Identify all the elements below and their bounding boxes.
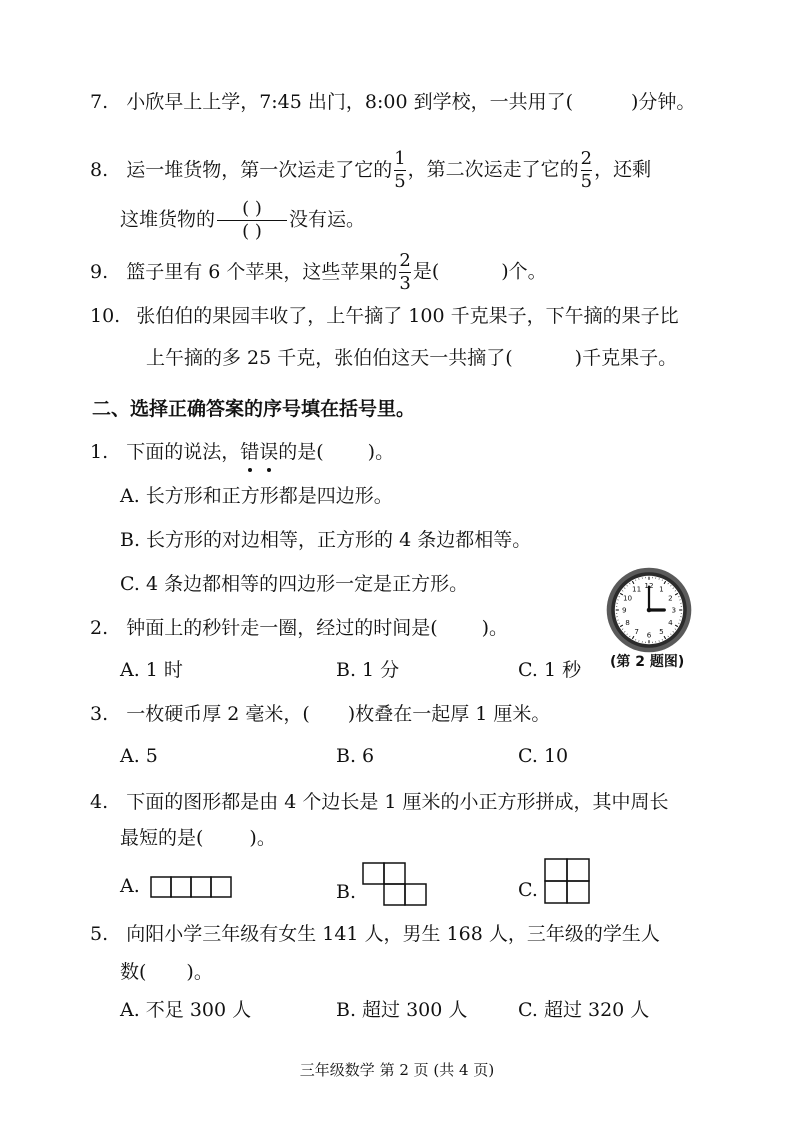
clock-number: 10	[622, 593, 633, 603]
option-c[interactable]: C. 超过 320 人	[518, 999, 650, 1021]
question-number: 2.	[90, 617, 109, 639]
question-text: 的是(	[278, 441, 324, 463]
shape-row-of-four-squares	[150, 876, 234, 898]
clock-number: 6	[646, 630, 652, 640]
clock-number: 4	[668, 618, 673, 628]
choice-question-1	[90, 438, 394, 466]
page-footer: 三年级数学 第 2 页 (共 4 页)	[299, 1061, 495, 1079]
question-text: ，第二次运走了它的	[407, 158, 579, 181]
option-a[interactable]: A. 5	[120, 745, 158, 767]
question-10	[90, 302, 679, 330]
denominator: 3	[399, 273, 411, 294]
option-c[interactable]: C. 10	[518, 745, 569, 767]
figure-caption: (第 2 题图)	[610, 654, 685, 670]
question-9	[90, 250, 547, 295]
section-title: 二、选择正确答案的序号填在括号里。	[92, 398, 416, 420]
option-b[interactable]: B. 超过 300 人	[336, 999, 468, 1021]
option-a[interactable]: A. 1 时	[120, 659, 183, 681]
choice-question-5-line2	[120, 958, 213, 986]
question-text: 最短的是(	[120, 827, 204, 849]
question-number: 1.	[90, 441, 109, 463]
clock-number: 5	[659, 627, 664, 637]
question-text: )枚叠在一起厚 1 厘米。	[347, 703, 551, 725]
question-text: 上午摘的多 25 千克，张伯伯这天一共摘了(	[146, 347, 513, 369]
fraction	[394, 148, 405, 193]
question-text: 下面的说法，	[126, 441, 241, 463]
option-b[interactable]: B. 6	[336, 745, 375, 767]
fraction	[581, 148, 592, 193]
clock-number: 7	[634, 627, 639, 637]
option-a[interactable]: A. 不足 300 人	[120, 999, 252, 1021]
option-c[interactable]: C. 4 条边都相等的四边形一定是正方形。	[120, 573, 469, 595]
question-text: 小欣早上上学，7:45 出门，8:00 到学校，一共用了(	[126, 91, 574, 113]
question-text: ，还剩	[594, 158, 652, 181]
question-number: 8.	[90, 158, 109, 181]
choice-question-4	[90, 788, 669, 816]
numerator: 2	[580, 148, 593, 169]
question-text: 一枚硬币厚 2 毫米，(	[126, 703, 310, 725]
choice-question-5	[90, 920, 660, 948]
shape-stepped-squares	[362, 862, 428, 906]
question-text: )个。	[501, 260, 547, 283]
question-text: 钟面上的秒针走一圈，经过的时间是(	[126, 617, 438, 639]
denominator-blank: ( )	[242, 221, 262, 242]
clock-number: 2	[668, 593, 673, 603]
answer-fraction-blank[interactable]	[217, 198, 287, 243]
option-b[interactable]: B. 长方形的对边相等，正方形的 4 条边都相等。	[120, 529, 532, 551]
choice-question-4-line2	[120, 824, 276, 852]
question-number: 10.	[90, 305, 121, 327]
clock-number: 9	[621, 605, 627, 615]
question-text: 是(	[412, 260, 440, 283]
question-text: )分钟。	[631, 91, 696, 113]
choice-question-3	[90, 700, 550, 728]
question-7	[90, 88, 695, 116]
emphasis-char: 错	[240, 438, 259, 466]
question-text: )千克果子。	[574, 347, 678, 369]
question-number: 5.	[90, 923, 109, 945]
numerator: 1	[394, 148, 406, 169]
clock-icon	[604, 565, 694, 655]
option-label: B.	[336, 881, 357, 903]
question-text: 篮子里有 6 个苹果，这些苹果的	[126, 260, 398, 283]
clock-number: 8	[625, 618, 630, 628]
question-8-line2	[120, 198, 365, 243]
clock-number: 11	[632, 584, 642, 594]
question-text: 下面的图形都是由 4 个边长是 1 厘米的小正方形拼成，其中周长	[126, 791, 669, 813]
question-text: 张伯伯的果园丰收了，上午摘了 100 千克果子，下午摘的果子比	[136, 305, 679, 327]
option-b[interactable]	[336, 862, 428, 906]
question-text: 运一堆货物，第一次运走了它的	[126, 158, 393, 181]
option-a[interactable]	[120, 872, 234, 900]
question-number: 3.	[90, 703, 109, 725]
clock-number: 1	[659, 584, 664, 594]
question-number: 9.	[90, 260, 109, 283]
question-number: 7.	[90, 91, 109, 113]
question-text: 没有运。	[289, 208, 366, 231]
option-label: C.	[518, 879, 538, 901]
denominator: 5	[394, 171, 406, 192]
option-c[interactable]: C. 1 秒	[518, 659, 582, 681]
option-label: A.	[120, 875, 140, 897]
question-text: )。	[249, 827, 276, 849]
choice-question-2	[90, 614, 508, 642]
option-c[interactable]	[518, 858, 590, 904]
question-10-line2	[146, 344, 677, 372]
clock-center	[647, 608, 652, 613]
question-text: )。	[481, 617, 509, 639]
numerator-blank: ( )	[242, 198, 262, 219]
option-a[interactable]: A. 长方形和正方形都是四边形。	[120, 485, 393, 507]
question-number: 4.	[90, 791, 109, 813]
shape-two-by-two-square	[544, 858, 590, 904]
question-text: 这堆货物的	[120, 208, 216, 231]
fraction	[399, 250, 410, 295]
emphasis-char: 误	[259, 438, 278, 466]
question-text: )。	[186, 961, 213, 983]
clock-number: 12	[644, 580, 654, 590]
clock-number: 3	[671, 605, 677, 615]
option-b[interactable]: B. 1 分	[336, 659, 400, 681]
question-8	[90, 148, 651, 193]
question-text: 向阳小学三年级有女生 141 人，男生 168 人，三年级的学生人	[126, 923, 660, 945]
question-text: )。	[367, 441, 395, 463]
numerator: 2	[399, 250, 411, 271]
question-text: 数(	[120, 961, 147, 983]
denominator: 5	[580, 171, 593, 192]
